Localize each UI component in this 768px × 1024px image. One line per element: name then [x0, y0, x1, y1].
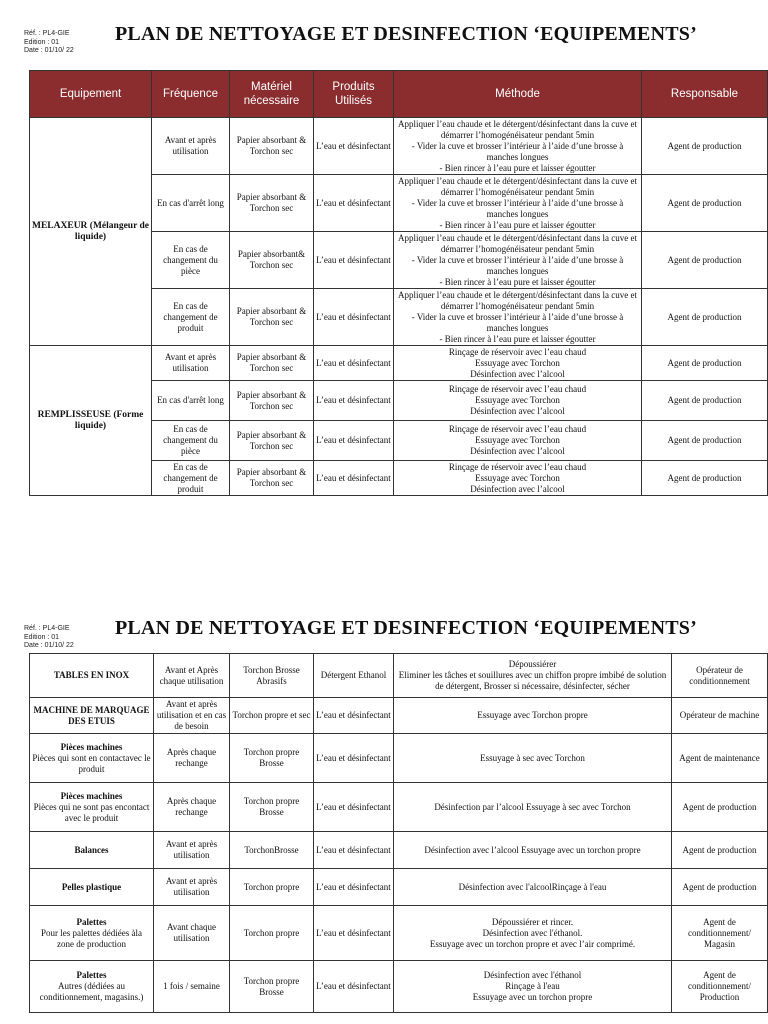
responsable-cell: Agent de conditionnement/ Production: [672, 961, 768, 1013]
table-header-row: [30, 71, 768, 118]
column-header-responsable: Responsable: [642, 71, 768, 118]
equipment-cleaning-table: [29, 653, 768, 1013]
responsable-cell: Agent de production: [642, 118, 768, 175]
materiel-cell: Torchon propre Brosse: [230, 734, 314, 783]
frequence-cell: Après chaque rechange: [154, 734, 230, 783]
page-2: [0, 615, 768, 1024]
frequence-cell: En cas de changement de produit: [152, 289, 230, 346]
methode-line: Essuyage avec Torchon: [475, 357, 560, 368]
methode-line: Désinfection avec l'alcoolRinçage à l'eau: [458, 881, 607, 892]
frequence-cell: Avant et après utilisation: [154, 869, 230, 906]
frequence-cell: En cas de changement de produit: [152, 461, 230, 496]
methode-line: Désinfection avec l’alcool: [470, 446, 565, 456]
methode-line: Désinfection avec l’alcool: [470, 368, 565, 379]
produits-cell: L’eau et désinfectant: [314, 869, 394, 906]
frequence-cell: Avant et après utilisation: [152, 346, 230, 381]
equipment-name: [30, 734, 154, 783]
produits-cell: L’eau et désinfectant: [314, 698, 394, 734]
equipment-description: Pour les palettes dédiées àla zone de production: [41, 927, 142, 949]
equipment-name: REMPLISSEUSE (Forme liquide): [30, 346, 152, 496]
reference-block: [24, 30, 74, 56]
methode-line: - Vider la cuve et brosser l’intérieur à l’aide d’une brosse à manches longues: [411, 140, 624, 162]
frequence-cell: Avant chaque utilisation: [154, 906, 230, 961]
frequence-cell: 1 fois / semaine: [154, 961, 230, 1013]
methode-line: Dépoussiérer et rincer.: [491, 916, 574, 927]
produits-cell: L’eau et désinfectant: [314, 289, 394, 346]
equipment-title: Pièces machines: [60, 790, 123, 801]
equipment-cleaning-table: [29, 70, 768, 496]
methode-line: Désinfection avec l’alcool: [470, 406, 565, 416]
responsable-cell: Agent de production: [642, 289, 768, 346]
materiel-cell: Torchon propre Brosse: [230, 961, 314, 1013]
reference-block: [24, 625, 74, 651]
methode-line: Essuyage avec un torchon propre: [472, 992, 593, 1002]
equipment-name: MELAXEUR (Mélangeur de liquide): [30, 118, 152, 346]
methode-cell: [394, 175, 642, 232]
methode-cell: [394, 698, 672, 734]
responsable-cell: Agent de production: [642, 461, 768, 496]
methode-line: Rinçage de réservoir avec l’eau chaud: [448, 346, 587, 357]
methode-line: - Vider la cuve et brosser l’intérieur à l’aide d’une brosse à manches longues: [411, 254, 624, 276]
materiel-cell: Papier absorbant & Torchon sec: [230, 118, 314, 175]
responsable-cell: Opérateur de conditionnement: [672, 654, 768, 698]
methode-cell: [394, 289, 642, 346]
produits-cell: Détergent Ethanol: [314, 654, 394, 698]
table-row: [30, 906, 768, 961]
equipment-description: Pièces qui sont en contactavec le produit: [32, 752, 151, 774]
methode-cell: [394, 906, 672, 961]
column-header-produits: Produits Utilisés: [314, 71, 394, 118]
table-row: [30, 346, 768, 381]
table-row: [30, 783, 768, 832]
table-row: [30, 832, 768, 869]
document-date: Date : 01/10/ 22: [24, 47, 74, 54]
responsable-cell: Opérateur de machine: [672, 698, 768, 734]
frequence-cell: En cas de changement du pièce: [152, 232, 230, 289]
equipment-name: [30, 961, 154, 1013]
column-header-materiel: Matériel nécessaire: [230, 71, 314, 118]
materiel-cell: Papier absorbant & Torchon sec: [230, 346, 314, 381]
methode-line: Désinfection avec l’alcool: [470, 483, 565, 494]
methode-line: Essuyage avec un torchon propre et avec l’air comprimé.: [429, 938, 636, 949]
methode-line: Désinfection avec l'éthanol: [483, 970, 582, 980]
produits-cell: L’eau et désinfectant: [314, 734, 394, 783]
methode-cell: [394, 421, 642, 461]
methode-line: Appliquer l’eau chaude et le détergent/désinfectant dans la cuve et démarrer l’homogénéisateur pendant 5min: [398, 232, 637, 254]
frequence-cell: Avant et après utilisation et en cas de besoin: [154, 698, 230, 734]
methode-line: - Vider la cuve et brosser l’intérieur à l’aide d’une brosse à manches longues: [411, 197, 624, 219]
responsable-cell: Agent de production: [672, 783, 768, 832]
page-title: PLAN DE NETTOYAGE ET DESINFECTION ‘EQUIPEMENTS’: [115, 617, 697, 639]
reference-code: Réf. : PL4-GIE: [24, 625, 70, 632]
column-header-equipement: Equipement: [30, 71, 152, 118]
table-row: [30, 698, 768, 734]
methode-line: - Bien rincer à l’eau pure et laisser égoutter: [439, 333, 596, 344]
produits-cell: L’eau et désinfectant: [314, 906, 394, 961]
methode-line: Rinçage à l'eau: [505, 981, 560, 991]
frequence-cell: En cas de changement du pièce: [152, 421, 230, 461]
table-row: [30, 654, 768, 698]
materiel-cell: Torchon propre Brosse: [230, 783, 314, 832]
methode-line: Désinfection avec l’alcool Essuyage avec un torchon propre: [424, 844, 641, 855]
table-row: [30, 734, 768, 783]
methode-line: Essuyage avec Torchon propre: [477, 710, 588, 720]
page-1: [0, 0, 768, 510]
methode-cell: [394, 461, 642, 496]
responsable-cell: Agent de production: [642, 421, 768, 461]
frequence-cell: En cas d'arrêt long: [152, 175, 230, 232]
materiel-cell: Torchon propre: [230, 906, 314, 961]
page-title: PLAN DE NETTOYAGE ET DESINFECTION ‘EQUIPEMENTS’: [115, 23, 697, 45]
produits-cell: L’eau et désinfectant: [314, 381, 394, 421]
methode-line: Essuyage avec Torchon: [475, 472, 560, 483]
responsable-cell: Agent de production: [642, 232, 768, 289]
responsable-cell: Agent de production: [672, 832, 768, 869]
column-header-frequence: Fréquence: [152, 71, 230, 118]
equipment-title: TABLES EN INOX: [53, 670, 130, 680]
materiel-cell: Torchon propre et sec: [230, 698, 314, 734]
methode-line: Rinçage de réservoir avec l’eau chaud: [448, 384, 587, 394]
equipment-name: [30, 698, 154, 734]
frequence-cell: Après chaque rechange: [154, 783, 230, 832]
equipment-title: Pelles plastique: [61, 881, 122, 892]
frequence-cell: Avant et Après chaque utilisation: [154, 654, 230, 698]
equipment-name: [30, 832, 154, 869]
equipment-title: MACHINE DE MARQUAGE DES ETUIS: [33, 704, 150, 726]
column-header-methode: Méthode: [394, 71, 642, 118]
methode-line: Rinçage de réservoir avec l’eau chaud: [448, 461, 587, 472]
materiel-cell: Papier absorbant & Torchon sec: [230, 175, 314, 232]
methode-line: - Bien rincer à l’eau pure et laisser égoutter: [439, 162, 596, 173]
methode-line: Eliminer les tâches et souillures avec un chiffon propre imbibé de solution de détergent, Brosser si nécessaire, désinfecter, sécher: [398, 670, 667, 691]
responsable-cell: Agent de production: [642, 346, 768, 381]
table-row: [30, 118, 768, 175]
table-body: [30, 118, 768, 496]
methode-cell: [394, 346, 642, 381]
equipment-description: Autres (dédiées au conditionnement, magasins.): [39, 981, 144, 1002]
table-row: [30, 869, 768, 906]
methode-line: Essuyage avec Torchon: [475, 435, 560, 445]
table-row: [30, 961, 768, 1013]
produits-cell: L’eau et désinfectant: [314, 421, 394, 461]
document-date: Date : 01/10/ 22: [24, 642, 74, 649]
produits-cell: L’eau et désinfectant: [314, 461, 394, 496]
methode-cell: [394, 961, 672, 1013]
materiel-cell: Papier absorbant & Torchon sec: [230, 381, 314, 421]
materiel-cell: Papier absorbant & Torchon sec: [230, 289, 314, 346]
equipment-name: [30, 869, 154, 906]
table-body: [30, 654, 768, 1013]
methode-cell: [394, 734, 672, 783]
methode-line: Désinfection avec l'éthanol.: [482, 927, 583, 938]
equipment-name: [30, 654, 154, 698]
methode-cell: [394, 381, 642, 421]
methode-line: Dépoussiérer: [508, 659, 557, 669]
edition-number: Edition : 01: [24, 38, 60, 46]
materiel-cell: Papier absorbant& Torchon sec: [230, 232, 314, 289]
reference-code: Réf. : PL4-GIE: [24, 30, 70, 37]
equipment-name: [30, 783, 154, 832]
materiel-cell: Torchon Brosse Abrasifs: [230, 654, 314, 698]
equipment-title: Palettes: [76, 970, 107, 980]
responsable-cell: Agent de maintenance: [672, 734, 768, 783]
materiel-cell: Papier absorbant & Torchon sec: [230, 421, 314, 461]
methode-cell: [394, 654, 672, 698]
frequence-cell: En cas d'arrêt long: [152, 381, 230, 421]
methode-line: Essuyage avec Torchon: [475, 395, 560, 405]
methode-cell: [394, 118, 642, 175]
materiel-cell: Papier absorbant & Torchon sec: [230, 461, 314, 496]
methode-line: - Bien rincer à l’eau pure et laisser égoutter: [439, 276, 596, 287]
materiel-cell: TorchonBrosse: [230, 832, 314, 869]
responsable-cell: Agent de production: [642, 381, 768, 421]
methode-line: Essuyage à sec avec Torchon: [480, 752, 585, 763]
methode-cell: [394, 832, 672, 869]
equipment-title: Balances: [74, 844, 109, 855]
produits-cell: L’eau et désinfectant: [314, 346, 394, 381]
produits-cell: L’eau et désinfectant: [314, 832, 394, 869]
methode-line: - Vider la cuve et brosser l’intérieur à l’aide d’une brosse à manches longues: [411, 311, 624, 333]
produits-cell: L’eau et désinfectant: [314, 783, 394, 832]
equipment-name: [30, 906, 154, 961]
produits-cell: L’eau et désinfectant: [314, 118, 394, 175]
produits-cell: L’eau et désinfectant: [314, 961, 394, 1013]
methode-cell: [394, 869, 672, 906]
responsable-cell: Agent de conditionnement/ Magasin: [672, 906, 768, 961]
produits-cell: L’eau et désinfectant: [314, 232, 394, 289]
frequence-cell: Avant et après utilisation: [152, 118, 230, 175]
methode-line: - Bien rincer à l’eau pure et laisser égoutter: [439, 219, 596, 230]
equipment-description: Pièces qui ne sont pas encontact avec le produit: [33, 801, 150, 823]
methode-line: Appliquer l’eau chaude et le détergent/désinfectant dans la cuve et démarrer l’homogénéisateur pendant 5min: [398, 118, 637, 140]
responsable-cell: Agent de production: [642, 175, 768, 232]
methode-cell: [394, 232, 642, 289]
frequence-cell: Avant et après utilisation: [154, 832, 230, 869]
methode-cell: [394, 783, 672, 832]
produits-cell: L’eau et désinfectant: [314, 175, 394, 232]
methode-line: Appliquer l’eau chaude et le détergent/désinfectant dans la cuve et démarrer l’homogénéisateur pendant 5min: [398, 289, 637, 311]
methode-line: Désinfection par l’alcool Essuyage à sec avec Torchon: [434, 801, 631, 812]
materiel-cell: Torchon propre: [230, 869, 314, 906]
responsable-cell: Agent de production: [672, 869, 768, 906]
methode-line: Appliquer l’eau chaude et le détergent/désinfectant dans la cuve et démarrer l’homogénéisateur pendant 5min: [398, 175, 637, 197]
methode-line: Rinçage de réservoir avec l’eau chaud: [448, 424, 587, 434]
equipment-title: Pièces machines: [60, 741, 123, 752]
edition-number: Edition : 01: [24, 633, 60, 641]
equipment-title: Palettes: [76, 916, 107, 927]
